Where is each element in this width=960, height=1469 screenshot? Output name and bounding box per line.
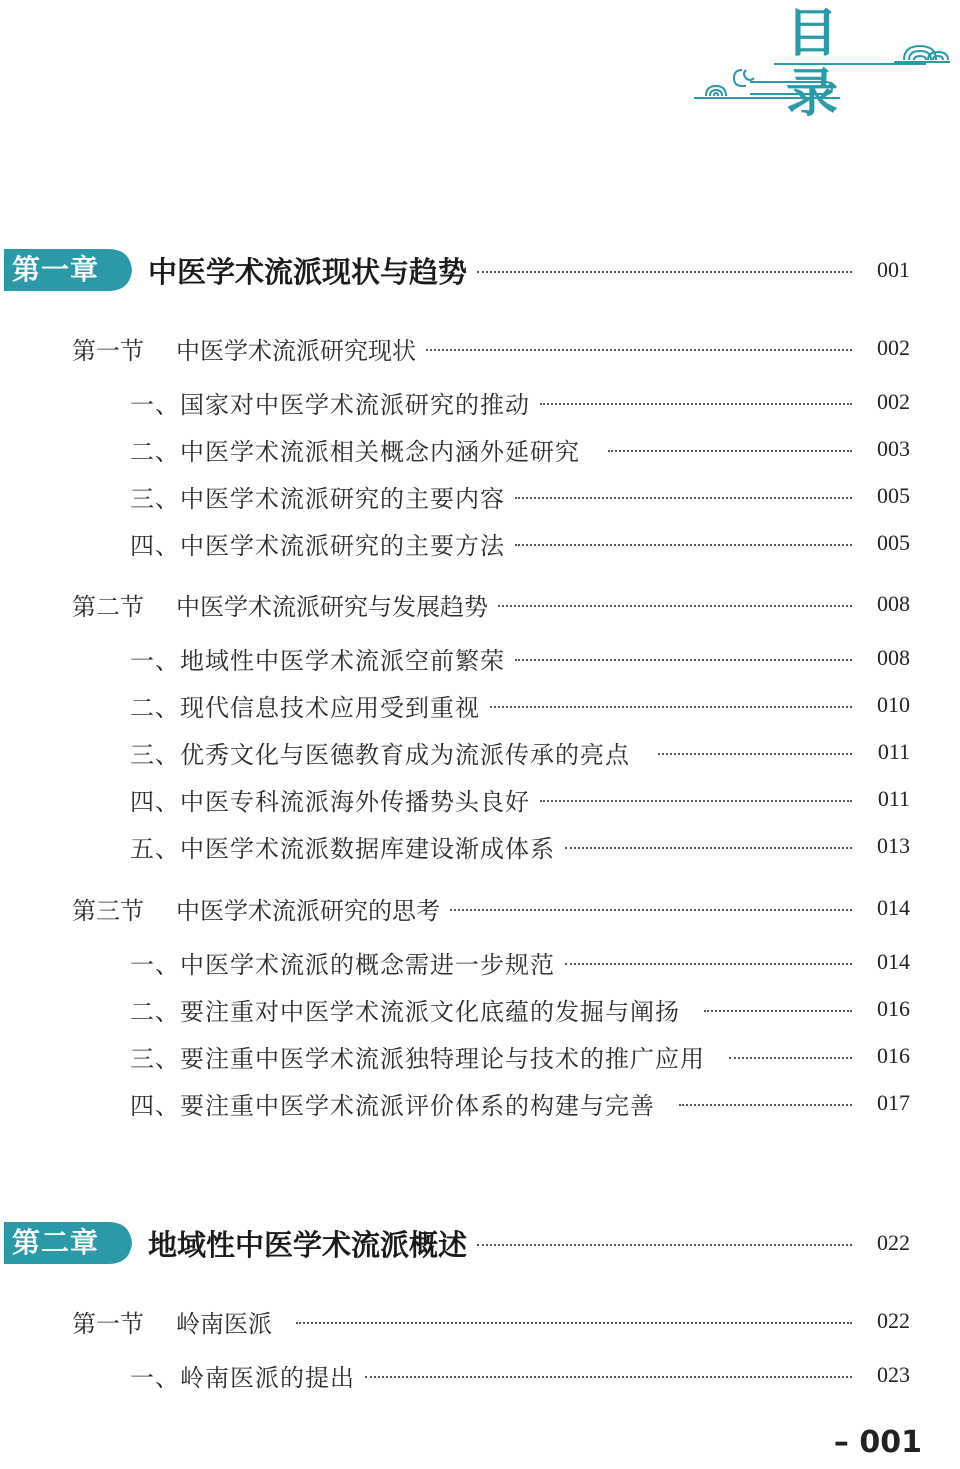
toc-item[interactable] xyxy=(0,688,960,722)
page-number: 002 xyxy=(877,335,910,360)
page-number: 014 xyxy=(877,895,910,920)
section-row[interactable] xyxy=(0,1303,960,1339)
dot-leader xyxy=(565,847,852,849)
page-number: 005 xyxy=(877,530,910,555)
dot-leader xyxy=(490,706,852,708)
item-title: 四、中医学术流派研究的主要方法 xyxy=(130,531,505,560)
section-row[interactable] xyxy=(0,586,960,622)
dot-leader xyxy=(540,800,852,802)
page-number: 003 xyxy=(877,436,910,461)
page-number: 010 xyxy=(877,692,910,717)
page-number: 022 xyxy=(877,1308,910,1333)
page-number: 008 xyxy=(877,645,910,670)
toc-item[interactable] xyxy=(0,432,960,466)
toc-item[interactable] xyxy=(0,945,960,979)
dot-leader xyxy=(540,403,852,405)
dot-leader xyxy=(365,1376,852,1378)
toc-item[interactable] xyxy=(0,1039,960,1073)
dot-leader xyxy=(658,753,852,755)
page-number: 013 xyxy=(877,833,910,858)
section-title: 中医学术流派研究现状 xyxy=(176,336,416,365)
section-number: 第三节 xyxy=(72,896,144,925)
page-number: 005 xyxy=(877,483,910,508)
toc-item[interactable] xyxy=(0,829,960,863)
chapter-row[interactable] xyxy=(0,1221,960,1265)
section-row[interactable] xyxy=(0,330,960,366)
dot-leader xyxy=(477,1244,852,1246)
toc-item[interactable] xyxy=(0,992,960,1026)
page-footer-number: – 001 xyxy=(833,1425,922,1460)
page-number: 016 xyxy=(877,996,910,1021)
toc-item[interactable] xyxy=(0,526,960,560)
dot-leader xyxy=(565,963,852,965)
section-number: 第二节 xyxy=(72,592,144,621)
dot-leader xyxy=(515,497,852,499)
dot-leader xyxy=(515,659,852,661)
chapter-badge-label: 第一章 xyxy=(12,253,100,286)
toc-item[interactable] xyxy=(0,385,960,419)
item-title: 一、岭南医派的提出 xyxy=(130,1363,355,1392)
item-title: 二、现代信息技术应用受到重视 xyxy=(130,693,480,722)
toc-item[interactable] xyxy=(0,479,960,513)
section-title: 岭南医派 xyxy=(176,1309,272,1338)
item-title: 一、地域性中医学术流派空前繁荣 xyxy=(130,646,505,675)
chapter-badge xyxy=(4,1222,134,1264)
page-number: 016 xyxy=(877,1043,910,1068)
chapter-badge xyxy=(4,249,134,291)
toc-item[interactable] xyxy=(0,641,960,675)
dot-leader xyxy=(679,1104,852,1106)
dot-leader xyxy=(498,605,852,607)
dot-leader xyxy=(450,909,852,911)
page-number: 001 xyxy=(877,257,910,282)
dot-leader xyxy=(477,271,852,273)
chapter-title: 中医学术流派现状与趋势 xyxy=(148,254,468,289)
page-number: 011 xyxy=(877,739,910,764)
page-title: 目 录 xyxy=(786,3,861,124)
chapter-badge-label: 第二章 xyxy=(12,1226,100,1259)
section-row[interactable] xyxy=(0,890,960,926)
item-title: 一、国家对中医学术流派研究的推动 xyxy=(130,390,530,419)
page-number: 023 xyxy=(877,1362,910,1387)
section-title: 中医学术流派研究的思考 xyxy=(176,896,440,925)
dot-leader xyxy=(704,1010,852,1012)
page-number: 014 xyxy=(877,949,910,974)
item-title: 三、优秀文化与医德教育成为流派传承的亮点 xyxy=(130,740,630,769)
dot-leader xyxy=(729,1057,852,1059)
page-number: 008 xyxy=(877,591,910,616)
toc-item[interactable] xyxy=(0,1358,960,1392)
section-title: 中医学术流派研究与发展趋势 xyxy=(176,592,488,621)
chapter-title: 地域性中医学术流派概述 xyxy=(148,1227,468,1262)
section-number: 第一节 xyxy=(72,1309,144,1338)
toc-item[interactable] xyxy=(0,735,960,769)
toc-item[interactable] xyxy=(0,1086,960,1120)
item-title: 二、中医学术流派相关概念内涵外延研究 xyxy=(130,437,580,466)
item-title: 二、要注重对中医学术流派文化底蕴的发掘与阐扬 xyxy=(130,997,680,1026)
item-title: 五、中医学术流派数据库建设渐成体系 xyxy=(130,834,555,863)
item-title: 三、中医学术流派研究的主要内容 xyxy=(130,484,505,513)
page-number: 002 xyxy=(877,389,910,414)
dot-leader xyxy=(296,1322,852,1324)
chapter-row[interactable] xyxy=(0,248,960,292)
item-title: 一、中医学术流派的概念需进一步规范 xyxy=(130,950,555,979)
page-number: 011 xyxy=(877,786,910,811)
item-title: 三、要注重中医学术流派独特理论与技术的推广应用 xyxy=(130,1044,705,1073)
item-title: 四、中医专科流派海外传播势头良好 xyxy=(130,787,530,816)
toc-item[interactable] xyxy=(0,782,960,816)
section-number: 第一节 xyxy=(72,336,144,365)
page-number: 017 xyxy=(877,1090,910,1115)
page-number: 022 xyxy=(877,1230,910,1255)
dot-leader xyxy=(426,349,852,351)
dot-leader xyxy=(608,450,852,452)
dot-leader xyxy=(515,544,852,546)
item-title: 四、要注重中医学术流派评价体系的构建与完善 xyxy=(130,1091,655,1120)
